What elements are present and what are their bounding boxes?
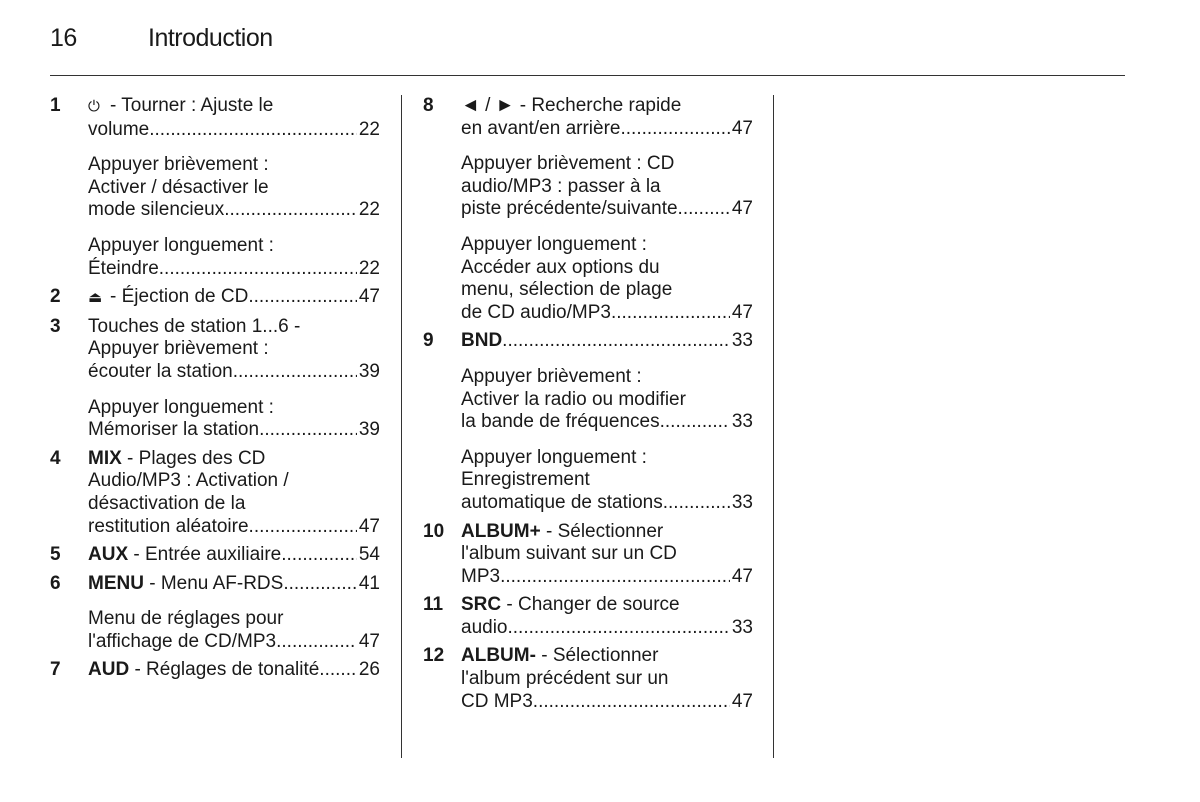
key-label: BND <box>461 330 503 352</box>
page-ref: 47 <box>731 198 753 220</box>
page-ref: 22 <box>358 118 380 140</box>
entry-number: 7 <box>50 659 61 681</box>
entry-7: 7 AUD - Réglages de tonalité ..... 26 <box>50 659 380 682</box>
entry-5: 5 AUX - Entrée auxiliaire ..... 54 <box>50 544 380 567</box>
key-label: MENU <box>88 572 144 594</box>
entry-2: 2 ⏏ - Éjection de CD ..... 47 <box>50 286 380 310</box>
entry-1: 1 ⏻ - Tourner : Ajuste le volume ..... 22 <box>50 95 380 141</box>
page-number: 16 <box>50 24 77 52</box>
page-ref: 33 <box>731 616 753 638</box>
entry-12: 12 ALBUM- - Sélectionner l'album précédent sur un CD MP3 ..... 47 <box>423 645 753 713</box>
key-label: MIX <box>88 447 122 469</box>
page-ref: 47 <box>358 515 380 537</box>
seek-arrows-icon: ◄ / ► <box>461 95 515 116</box>
entry-10: 10 ALBUM+ - Sélectionner l'album suivant sur un CD MP3 ..... 47 <box>423 521 753 589</box>
entry-6-sub-1: Menu de réglages pour l'affichage de CD/MP3 ..... 47 <box>50 608 380 653</box>
entry-number: 11 <box>423 594 444 616</box>
entry-number: 10 <box>423 520 445 542</box>
entry-number: 8 <box>423 95 434 116</box>
column-divider-1 <box>401 95 402 758</box>
entry-number: 3 <box>50 315 61 337</box>
entry-6: 6 MENU - Menu AF-RDS ..... 41 <box>50 573 380 596</box>
page-ref: 47 <box>731 301 753 323</box>
entry-9-sub-2: Appuyer longuement : Enregistrement automatique de stations ..... 33 <box>423 447 753 515</box>
entry-9-sub-1: Appuyer brièvement : Activer la radio ou modifier la bande de fréquences ..... 33 <box>423 366 753 434</box>
page-ref: 47 <box>731 117 753 139</box>
page-ref: 54 <box>358 544 380 566</box>
entry-1-sub-2: Appuyer longuement : Éteindre ..... 22 <box>50 235 380 280</box>
entry-number: 1 <box>50 95 61 116</box>
page-ref: 33 <box>731 491 753 513</box>
page-ref: 47 <box>731 690 753 712</box>
entry-number: 12 <box>423 645 445 667</box>
entry-9 <box>423 330 753 353</box>
entry-number: 9 <box>423 330 434 352</box>
page-ref: 33 <box>731 330 753 352</box>
power-icon: ⏻ <box>88 98 100 115</box>
entry-8: 8 ◄ / ► - Recherche rapide en avant/en arrière ..... 47 <box>423 95 753 140</box>
page-ref: 39 <box>358 419 380 441</box>
page-ref: 22 <box>358 257 380 279</box>
column-left <box>50 95 380 688</box>
column-middle <box>423 95 753 719</box>
entry-11: 11 SRC - Changer de source audio ..... 33 <box>423 594 753 639</box>
page-ref: 41 <box>358 572 380 594</box>
column-divider-2 <box>773 95 774 758</box>
entry-8-sub-2: Appuyer longuement : Accéder aux options du menu, sélection de plage de CD audio/MP3 ..... 47 <box>423 234 753 324</box>
key-label: SRC <box>461 594 502 616</box>
entry-3: 3 Touches de station 1...6 - Appuyer brièvement : écouter la station ..... 39 <box>50 316 380 384</box>
page-ref: 47 <box>358 630 380 652</box>
entry-number: 5 <box>50 544 61 566</box>
entry-1-sub-1: Appuyer brièvement : Activer / désactiver le mode silencieux ..... 22 <box>50 154 380 222</box>
entry-4: 4 MIX - Plages des CD Audio/MP3 : Activation / désactivation de la restitution aléatoire ..... 47 <box>50 448 380 538</box>
key-label: AUD <box>88 659 130 681</box>
header-divider <box>50 75 1125 76</box>
page-ref: 47 <box>731 565 753 587</box>
eject-icon: ⏏ <box>88 289 103 307</box>
entry-3-sub-1: Appuyer longuement : Mémoriser la station ..... 39 <box>50 397 380 442</box>
page-ref: 33 <box>731 411 753 433</box>
page-ref: 39 <box>358 360 380 382</box>
page-ref: 26 <box>358 659 380 681</box>
key-label: ALBUM+ <box>461 520 541 542</box>
entry-number: 2 <box>50 286 61 308</box>
entry-number: 6 <box>50 572 61 594</box>
page-ref: 47 <box>358 286 380 308</box>
key-label: ALBUM- <box>461 645 536 667</box>
entry-number: 4 <box>50 447 61 469</box>
page-title: Introduction <box>148 24 273 52</box>
page-ref: 22 <box>358 199 380 221</box>
entry-8-sub-1: Appuyer brièvement : CD audio/MP3 : passer à la piste précédente/suivante ..... 47 <box>423 153 753 221</box>
key-label: AUX <box>88 544 129 566</box>
